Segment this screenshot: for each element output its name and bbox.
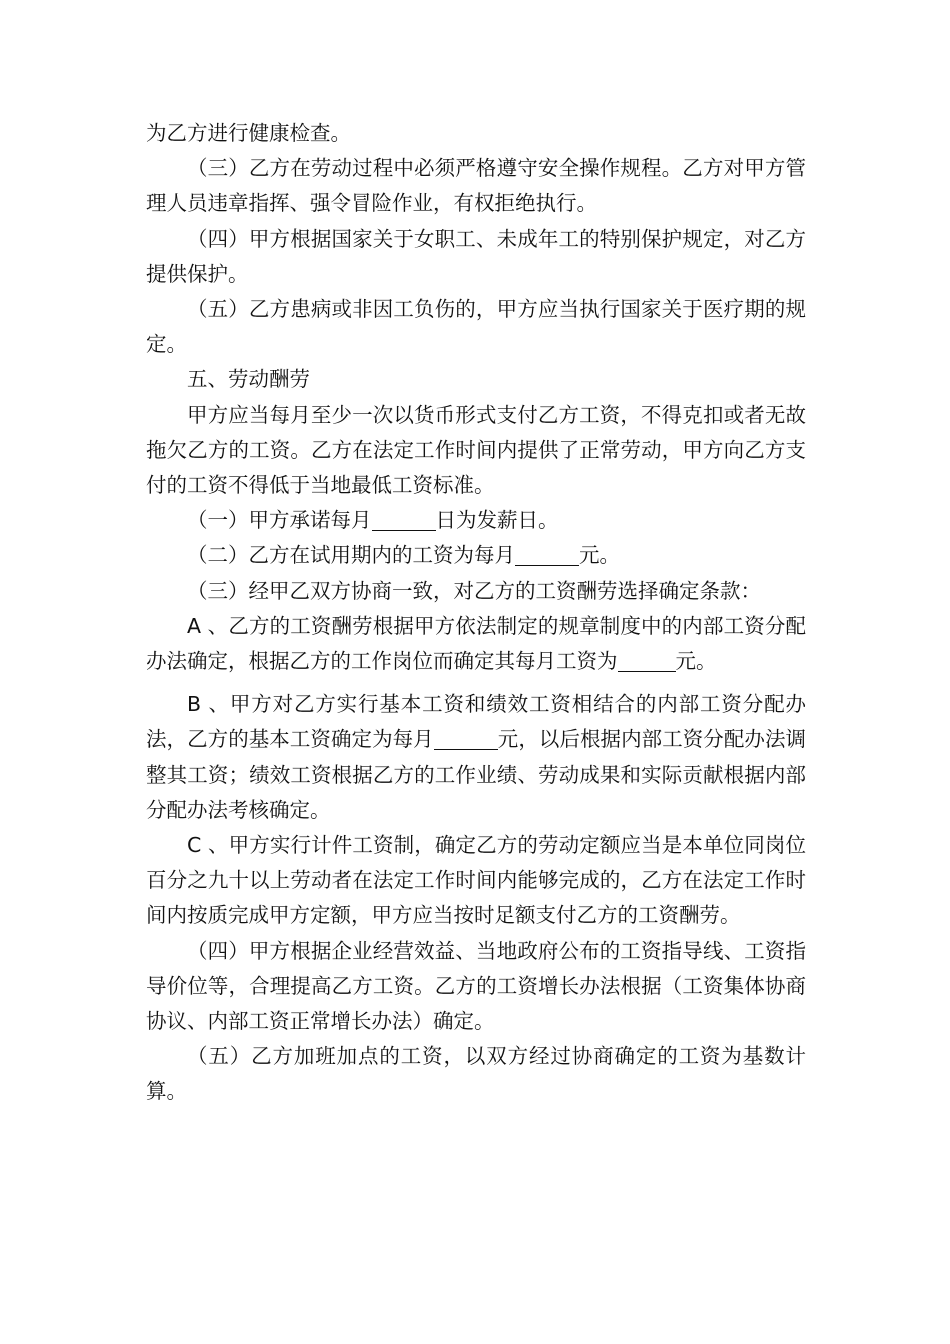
probation-text-before: （二）乙方在试用期内的工资为每月	[187, 543, 515, 568]
paragraph-safety-rules: （三）乙方在劳动过程中必须严格遵守安全操作规程。乙方对甲方管理人员违章指挥、强令冒险作业，有权拒绝执行。	[146, 156, 806, 216]
option-a-monthly-wage-blank-field[interactable]	[618, 650, 676, 672]
payday-text-after: 日为发薪日。	[435, 508, 559, 533]
probation-text-after: 元。	[579, 543, 620, 568]
paragraph-payday	[146, 503, 806, 538]
paragraph-health-check: 为乙方进行健康检查。	[146, 121, 351, 145]
document-body	[146, 116, 806, 1110]
paragraph-overtime-pay: （五）乙方加班加点的工资，以双方经过协商确定的工资为基数计算。	[146, 1044, 806, 1104]
paragraph-wage-increase: （四）甲方根据企业经营效益、当地政府公布的工资指导线、工资指导价位等，合理提高乙方工资。乙方的工资增长办法根据（工资集体协商协议、内部工资正常增长办法）确定。	[146, 938, 806, 1034]
payday-text-before: （一）甲方承诺每月	[187, 508, 372, 533]
paragraph-option-c: C 、甲方实行计件工资制，确定乙方的劳动定额应当是本单位同岗位百分之九十以上劳动者在法定工作时间内能够完成的，乙方在法定工作时间内按质完成甲方定额，甲方应当按时足额支付乙方的工资酬劳。	[146, 833, 806, 928]
paragraph-special-protection: （四）甲方根据国家关于女职工、未成年工的特别保护规定，对乙方提供保护。	[146, 226, 806, 286]
probation-wage-blank-field[interactable]	[515, 545, 579, 567]
option-b-text-before: B 、甲方对乙方实行基本工资和绩效工资相结合的内部工资分配办法，乙方的基本工资确定为每月	[146, 692, 806, 752]
paragraph-wage-payment: 甲方应当每月至少一次以货币形式支付乙方工资，不得克扣或者无故拖欠乙方的工资。乙方在法定工作时间内提供了正常劳动，甲方向乙方支付的工资不得低于当地最低工资标准。	[146, 402, 806, 498]
option-b-base-wage-blank-field[interactable]	[434, 729, 498, 751]
option-b-text-after: 元，以后根据内部工资分配办法调整其工资；绩效工资根据乙方的工作业绩、劳动成果和实际贡献根据内部分配办法考核确定。	[146, 727, 807, 822]
paragraph-wage-terms-choice: （三）经甲乙双方协商一致，对乙方的工资酬劳选择确定条款：	[187, 578, 761, 603]
option-a-text-after: 元。	[675, 649, 717, 674]
paragraph-option-a	[146, 609, 806, 679]
paragraph-medical-period: （五）乙方患病或非因工负伤的，甲方应当执行国家关于医疗期的规定。	[146, 297, 806, 357]
payday-blank-field[interactable]	[372, 509, 436, 531]
option-a-text-before: A 、乙方的工资酬劳根据甲方依法制定的规章制度中的内部工资分配办法确定，根据乙方的工作岗位而确定其每月工资为	[146, 613, 806, 674]
paragraph-option-b	[146, 687, 806, 828]
section-heading-labor-remuneration: 五、劳动酬劳	[187, 367, 310, 392]
paragraph-probation-wage	[146, 538, 806, 573]
